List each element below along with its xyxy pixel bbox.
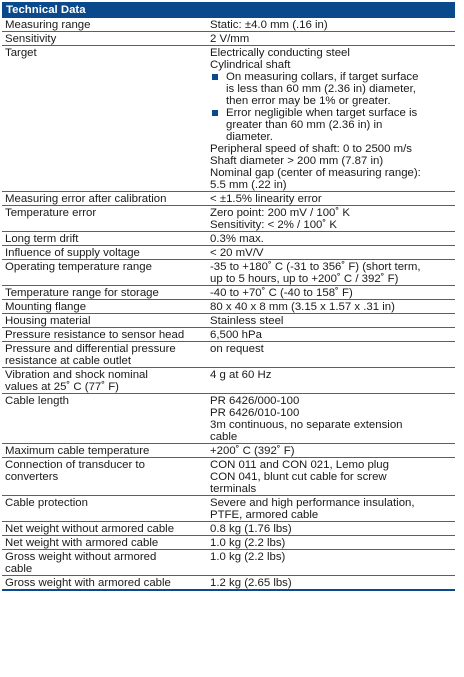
label-line: Connection of transducer to (5, 459, 145, 471)
value-line: -40 to +70˚ C (-40 to 158˚ F) (210, 287, 353, 299)
label-line: Pressure and differential pressure (5, 343, 176, 355)
row-label (2, 206, 208, 231)
label-line: Operating temperature range (5, 261, 152, 273)
square-bullet-icon (212, 110, 218, 116)
row-value (208, 368, 455, 393)
label-line: Temperature error (5, 207, 97, 219)
table-row (2, 260, 455, 286)
row-label (2, 300, 208, 313)
value-line: Stainless steel (210, 315, 284, 327)
bullet-text (226, 71, 418, 107)
row-value (208, 206, 455, 231)
row-value (208, 46, 455, 191)
value-line: greater than 60 mm (2.36 in) in (226, 119, 383, 131)
row-value (208, 192, 455, 205)
table-header: Technical Data (2, 2, 455, 18)
value-line: < ±1.5% linearity error (210, 193, 322, 205)
row-label (2, 536, 208, 549)
bullet-item (210, 71, 452, 107)
row-value (208, 232, 455, 245)
table-row (2, 206, 455, 232)
label-line: Housing material (5, 315, 91, 327)
value-line: 0.3% max. (210, 233, 264, 245)
table-row (2, 18, 455, 32)
value-line: 80 x 40 x 8 mm (3.15 x 1.57 x .31 in) (210, 301, 395, 313)
value-line: Sensitivity: < 2% / 100˚ K (210, 219, 337, 231)
value-line: 1.2 kg (2.65 lbs) (210, 577, 292, 589)
row-value (208, 576, 455, 589)
label-line: Mounting flange (5, 301, 87, 313)
label-line: Measuring range (5, 19, 91, 31)
value-line: 0.8 kg (1.76 lbs) (210, 523, 292, 535)
table-row (2, 192, 455, 206)
label-line: Cable protection (5, 497, 88, 509)
value-line: < 20 mV/V (210, 247, 264, 259)
value-line: Severe and high performance insulation, (210, 497, 415, 509)
table-row (2, 496, 455, 522)
value-line: Electrically conducting steel (210, 47, 350, 59)
table-row (2, 232, 455, 246)
table-row (2, 576, 455, 591)
row-label (2, 496, 208, 521)
row-label (2, 32, 208, 45)
row-value (208, 496, 455, 521)
value-line: Peripheral speed of shaft: 0 to 2500 m/s (210, 143, 412, 155)
value-line: Error negligible when target surface is (226, 107, 418, 119)
row-value (208, 550, 455, 575)
value-line: 6,500 hPa (210, 329, 262, 341)
row-value (208, 328, 455, 341)
table-row (2, 300, 455, 314)
label-line: Pressure resistance to sensor head (5, 329, 185, 341)
value-line: then error may be 1% or greater. (226, 95, 391, 107)
value-line: 3m continuous, no separate extension (210, 419, 403, 431)
value-line: PR 6426/010-100 (210, 407, 300, 419)
label-line: Maximum cable temperature (5, 445, 150, 457)
row-value (208, 394, 455, 443)
table-row (2, 368, 455, 394)
square-bullet-icon (212, 74, 218, 80)
row-label (2, 46, 208, 191)
row-label (2, 246, 208, 259)
row-value (208, 536, 455, 549)
row-label (2, 342, 208, 367)
technical-data-table (2, 2, 455, 591)
row-value (208, 18, 455, 31)
label-line: Temperature range for storage (5, 287, 159, 299)
label-line: Influence of supply voltage (5, 247, 140, 259)
label-line: Long term drift (5, 233, 79, 245)
row-label (2, 260, 208, 285)
label-line: converters (5, 471, 59, 483)
table-row (2, 328, 455, 342)
value-line: CON 041, blunt cut cable for screw (210, 471, 387, 483)
value-line: +200˚ C (392˚ F) (210, 445, 295, 457)
table-body (2, 18, 455, 591)
label-line: Gross weight without armored (5, 551, 157, 563)
value-line: Zero point: 200 mV / 100˚ K (210, 207, 350, 219)
row-value (208, 458, 455, 495)
table-row (2, 314, 455, 328)
row-value (208, 444, 455, 457)
value-line: diameter. (226, 131, 273, 143)
table-row (2, 458, 455, 496)
row-value (208, 300, 455, 313)
row-label (2, 458, 208, 495)
bullet-item (210, 107, 452, 143)
table-row (2, 32, 455, 46)
label-line: Vibration and shock nominal (5, 369, 148, 381)
label-line: Net weight with armored cable (5, 537, 159, 549)
row-label (2, 232, 208, 245)
value-line: Shaft diameter > 200 mm (7.87 in) (210, 155, 384, 167)
label-line: Cable length (5, 395, 69, 407)
table-row (2, 444, 455, 458)
value-line: PR 6426/000-100 (210, 395, 300, 407)
value-line: CON 011 and CON 021, Lemo plug (210, 459, 389, 471)
label-line: Gross weight with armored cable (5, 577, 171, 589)
row-label (2, 328, 208, 341)
value-line: Nominal gap (center of measuring range): (210, 167, 421, 179)
bullet-text (226, 107, 417, 143)
row-value (208, 342, 455, 367)
value-line: Cylindrical shaft (210, 59, 291, 71)
row-label (2, 286, 208, 299)
label-line: Sensitivity (5, 33, 57, 45)
label-line: resistance at cable outlet (5, 355, 132, 367)
label-line: Target (5, 47, 37, 59)
row-label (2, 522, 208, 535)
value-line: 4 g at 60 Hz (210, 369, 272, 381)
row-value (208, 32, 455, 45)
row-value (208, 314, 455, 327)
label-line: values at 25˚ C (77˚ F) (5, 381, 119, 393)
row-value (208, 260, 455, 285)
value-line: 1.0 kg (2.2 lbs) (210, 537, 286, 549)
row-label (2, 576, 208, 589)
value-line: is less than 60 mm (2.36 in) diameter, (226, 83, 416, 95)
table-row (2, 342, 455, 368)
row-label (2, 314, 208, 327)
table-row (2, 522, 455, 536)
value-line: 2 V/mm (210, 33, 250, 45)
value-line: PTFE, armored cable (210, 509, 319, 521)
value-line: 5.5 mm (.22 in) (210, 179, 287, 191)
value-line: cable (210, 431, 238, 443)
row-label (2, 444, 208, 457)
value-line: terminals (210, 483, 257, 495)
row-value (208, 522, 455, 535)
row-value (208, 246, 455, 259)
row-label (2, 394, 208, 443)
table-row (2, 46, 455, 192)
label-line: cable (5, 563, 33, 575)
value-line: Static: ±4.0 mm (.16 in) (210, 19, 328, 31)
value-line: on request (210, 343, 264, 355)
table-row (2, 394, 455, 444)
label-line: Measuring error after calibration (5, 193, 167, 205)
row-label (2, 550, 208, 575)
table-row (2, 550, 455, 576)
row-label (2, 368, 208, 393)
label-line: Net weight without armored cable (5, 523, 175, 535)
table-row (2, 246, 455, 260)
table-row (2, 286, 455, 300)
value-line: up to 5 hours, up to +200˚ C / 392˚ F) (210, 273, 399, 285)
value-line: 1.0 kg (2.2 lbs) (210, 551, 286, 563)
row-value (208, 286, 455, 299)
value-line: On measuring collars, if target surface (226, 71, 419, 83)
value-line: -35 to +180˚ C (-31 to 356˚ F) (short term, (210, 261, 421, 273)
table-row (2, 536, 455, 550)
row-label (2, 18, 208, 31)
row-label (2, 192, 208, 205)
